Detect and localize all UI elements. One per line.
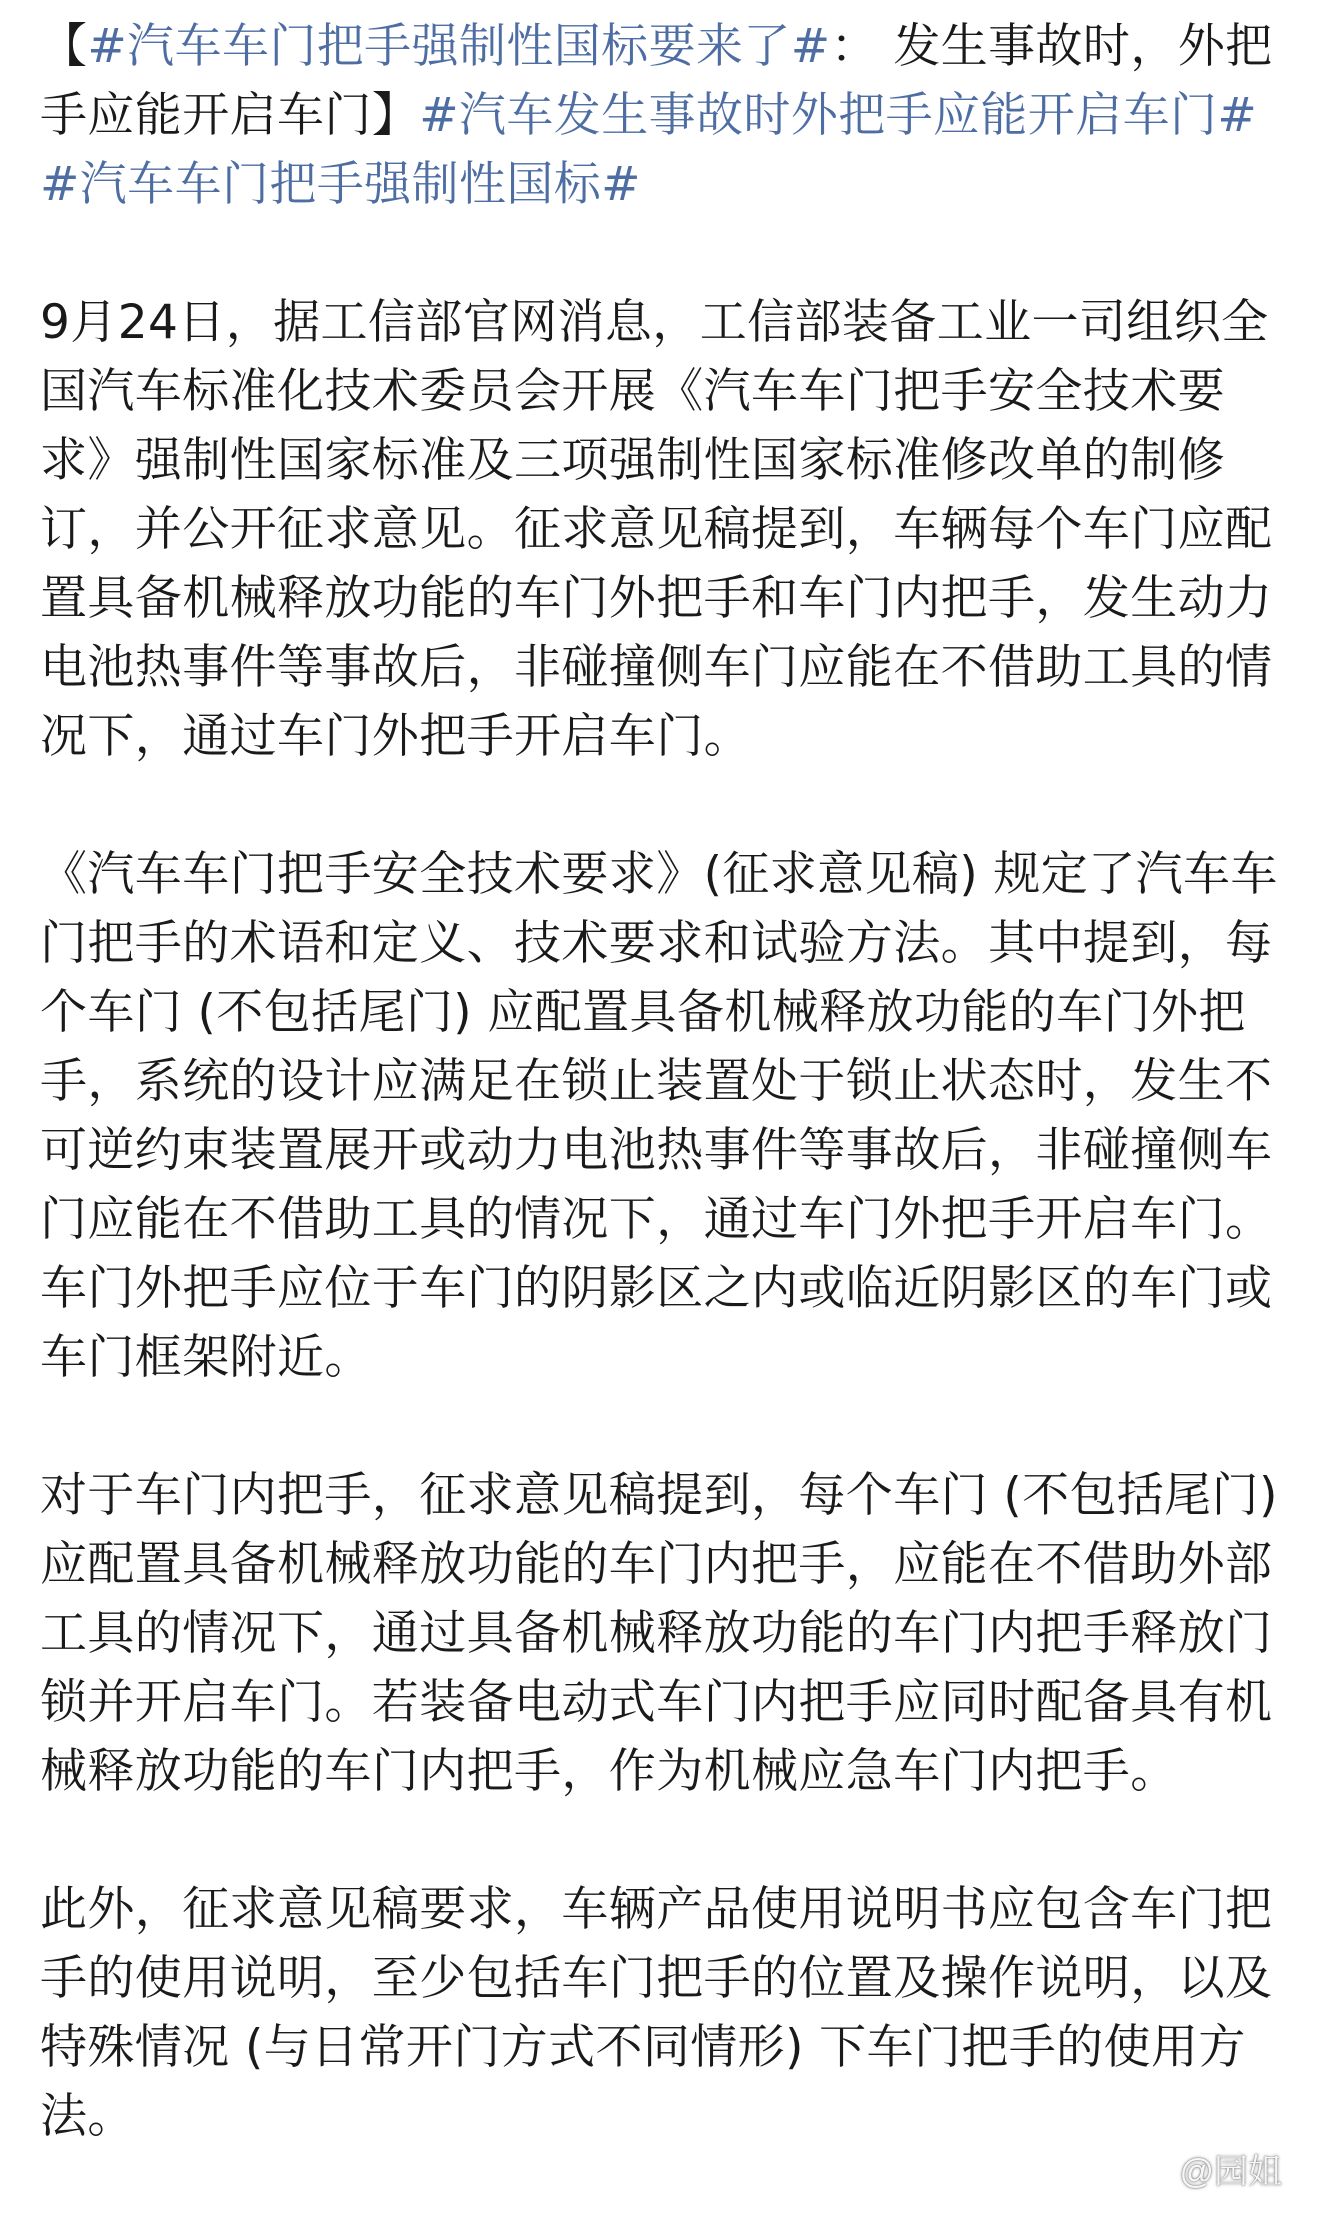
topic-link-door-handle-standard[interactable]: #汽车车门把手强制性国标要来了# xyxy=(87,19,831,74)
watermark-handle: @园姐 xyxy=(1179,2153,1282,2191)
topic-link-accident-door-opening[interactable]: #汽车发生事故时外把手应能开启车门# xyxy=(419,88,1258,143)
body-paragraph-2: 《汽车车门把手安全技术要求》(征求意见稿) 规定了汽车车门把手的术语和定义、技术要求和试验方法。其中提到，每个车门 (不包括尾门) 应配置具备机械释放功能的车门外把手，系统的设计应满足在锁止装置处于锁止状态时，发生不可逆约束装置展开或动力电池热事件等事故后，非碰撞侧车门应能在不借助工具的情况下，通过车门外把手开启车门。车门外把手应位于车门的阴影区之内或临近阴影区的车门或车门框架附近。 xyxy=(40,847,1278,1385)
body-paragraph-1: 9月24日，据工信部官网消息，工信部装备工业一司组织全国汽车标准化技术委员会开展《汽车车门把手安全技术要求》强制性国家标准及三项强制性国家标准修改单的制修订，并公开征求意见。征求意见稿提到，车辆每个车门应配置具备机械释放功能的车门外把手和车门内把手，发生动力电池热事件等事故后，非碰撞侧车门应能在不借助工具的情况下，通过车门外把手开启车门。 xyxy=(40,295,1273,764)
post-headline xyxy=(40,12,1290,219)
body-paragraph-4: 此外，征求意见稿要求，车辆产品使用说明书应包含车门把手的使用说明，至少包括车门把手的位置及操作说明，以及特殊情况 (与日常开门方式不同情形) 下车门把手的使用方法。 xyxy=(40,1882,1273,2144)
headline-open-bracket: 【 xyxy=(40,19,88,74)
headline-text: ： 发生事故时，外把手应能开启车门 xyxy=(40,19,1273,143)
body-paragraph-3: 对于车门内把手，征求意见稿提到，每个车门 (不包括尾门) 应配置具备机械释放功能的车门内把手，应能在不借助外部工具的情况下，通过具备机械释放功能的车门内把手释放门锁并开启车门。若装备电动式车门内把手应同时配备具有机械释放功能的车门内把手，作为机械应急车门内把手。 xyxy=(40,1468,1278,1799)
weibo-icon xyxy=(1129,2151,1173,2187)
headline-close-bracket: 】 xyxy=(371,88,420,143)
weibo-post xyxy=(40,12,1290,2151)
topic-link-mandatory-standard: #汽车车门把手强制性国标# xyxy=(40,157,641,212)
author-watermark xyxy=(1129,2144,1282,2193)
